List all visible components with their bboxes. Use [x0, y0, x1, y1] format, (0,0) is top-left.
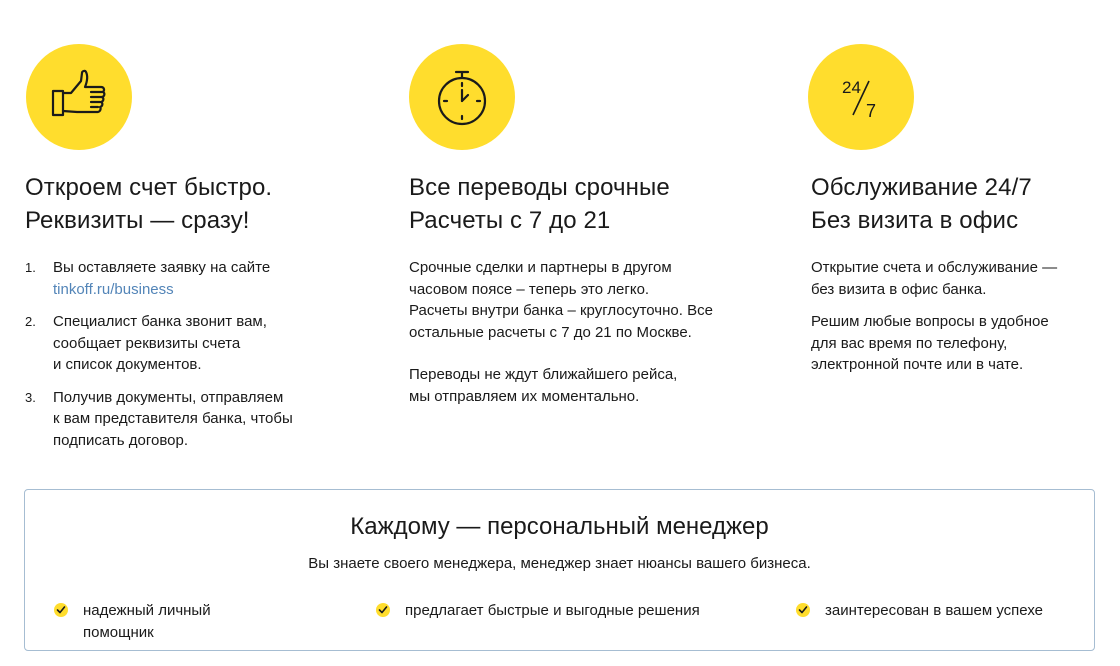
- column-2-text-line: остальные расчеты с 7 до 21 по Москве.: [409, 323, 692, 341]
- step-text: к вам представителя банка, чтобы: [53, 410, 293, 427]
- check-icon: [796, 603, 810, 617]
- feature-text: заинтересован в вашем успехе: [825, 602, 1043, 619]
- column-3-title-line2: Без визита в офис: [811, 207, 1019, 234]
- step-text: Вы оставляете заявку на сайте: [53, 259, 271, 276]
- column-3-text-line: Решим любые вопросы в удобное: [811, 313, 1049, 330]
- column-2-text-line: часовом поясе – теперь это легко.: [409, 280, 650, 298]
- step-number: 1.: [25, 260, 36, 275]
- column-2-text-line: Переводы не ждут ближайшего рейса,: [409, 366, 678, 383]
- feature-text: надежный личный: [83, 602, 211, 619]
- step-text: Получив документы, отправляем: [53, 388, 284, 406]
- manager-title: Каждому — персональный менеджер: [350, 513, 769, 540]
- column-3-title-line1: Обслуживание 24/7: [811, 174, 1032, 201]
- column-1-title-line2: Реквизиты — сразу!: [25, 207, 250, 234]
- step-text: сообщает реквизиты счета: [53, 334, 241, 352]
- feature-item: [796, 600, 1086, 622]
- 24-7-icon: [808, 44, 914, 150]
- column-3-text-line: Открытие счета и обслуживание —: [811, 259, 1058, 276]
- step-item: [25, 311, 355, 376]
- column-2-title-line1: Все переводы срочные: [409, 174, 670, 201]
- personal-manager-panel: [24, 489, 1095, 651]
- check-icon: [376, 603, 390, 617]
- step-number: 3.: [25, 389, 36, 405]
- step-text: и список документов.: [53, 356, 202, 373]
- thumbs-up-icon: [26, 44, 132, 150]
- column-3-text: [811, 257, 1101, 376]
- column-1-title: [25, 171, 272, 237]
- feature-item: [376, 600, 756, 622]
- column-2-text-line: мы отправляем их моментально.: [409, 387, 640, 405]
- step-item: [25, 257, 355, 300]
- business-site-link[interactable]: tinkoff.ru/business: [53, 280, 174, 298]
- feature-item: [54, 600, 304, 644]
- stopwatch-icon: [409, 44, 515, 150]
- column-3-text-line: без визита в офис банка.: [811, 280, 987, 298]
- column-3-text-line: для вас время по телефону,: [811, 334, 1008, 352]
- column-3-text-line: электронной почте или в чате.: [811, 356, 1024, 373]
- feature-text: помощник: [83, 624, 154, 641]
- step-text: подписать договор.: [53, 431, 188, 449]
- 24-7-icon-top-text: 24: [842, 78, 861, 97]
- manager-subtitle: Вы знаете своего менеджера, менеджер знает нюансы вашего бизнеса.: [308, 555, 811, 572]
- 24-7-icon-bottom-text: 7: [866, 101, 877, 121]
- column-2-title-line2: Расчеты с 7 до 21: [409, 207, 611, 234]
- step-text: Специалист банка звонит вам,: [53, 313, 267, 330]
- column-1-title-line1: Откроем счет быстро.: [25, 174, 273, 201]
- column-2-text: [409, 257, 769, 407]
- check-icon: [54, 603, 68, 617]
- feature-text: предлагает быстрые и выгодные решения: [405, 602, 700, 619]
- step-number: 2.: [25, 314, 36, 329]
- step-item: [25, 387, 355, 452]
- column-3-title: [811, 171, 1032, 237]
- column-1-steps: [25, 257, 355, 462]
- column-2-title: [409, 171, 670, 237]
- column-2-text-line: Расчеты внутри банка – круглосуточно. Все: [409, 302, 713, 319]
- column-2-text-line: Срочные сделки и партнеры в другом: [409, 259, 672, 276]
